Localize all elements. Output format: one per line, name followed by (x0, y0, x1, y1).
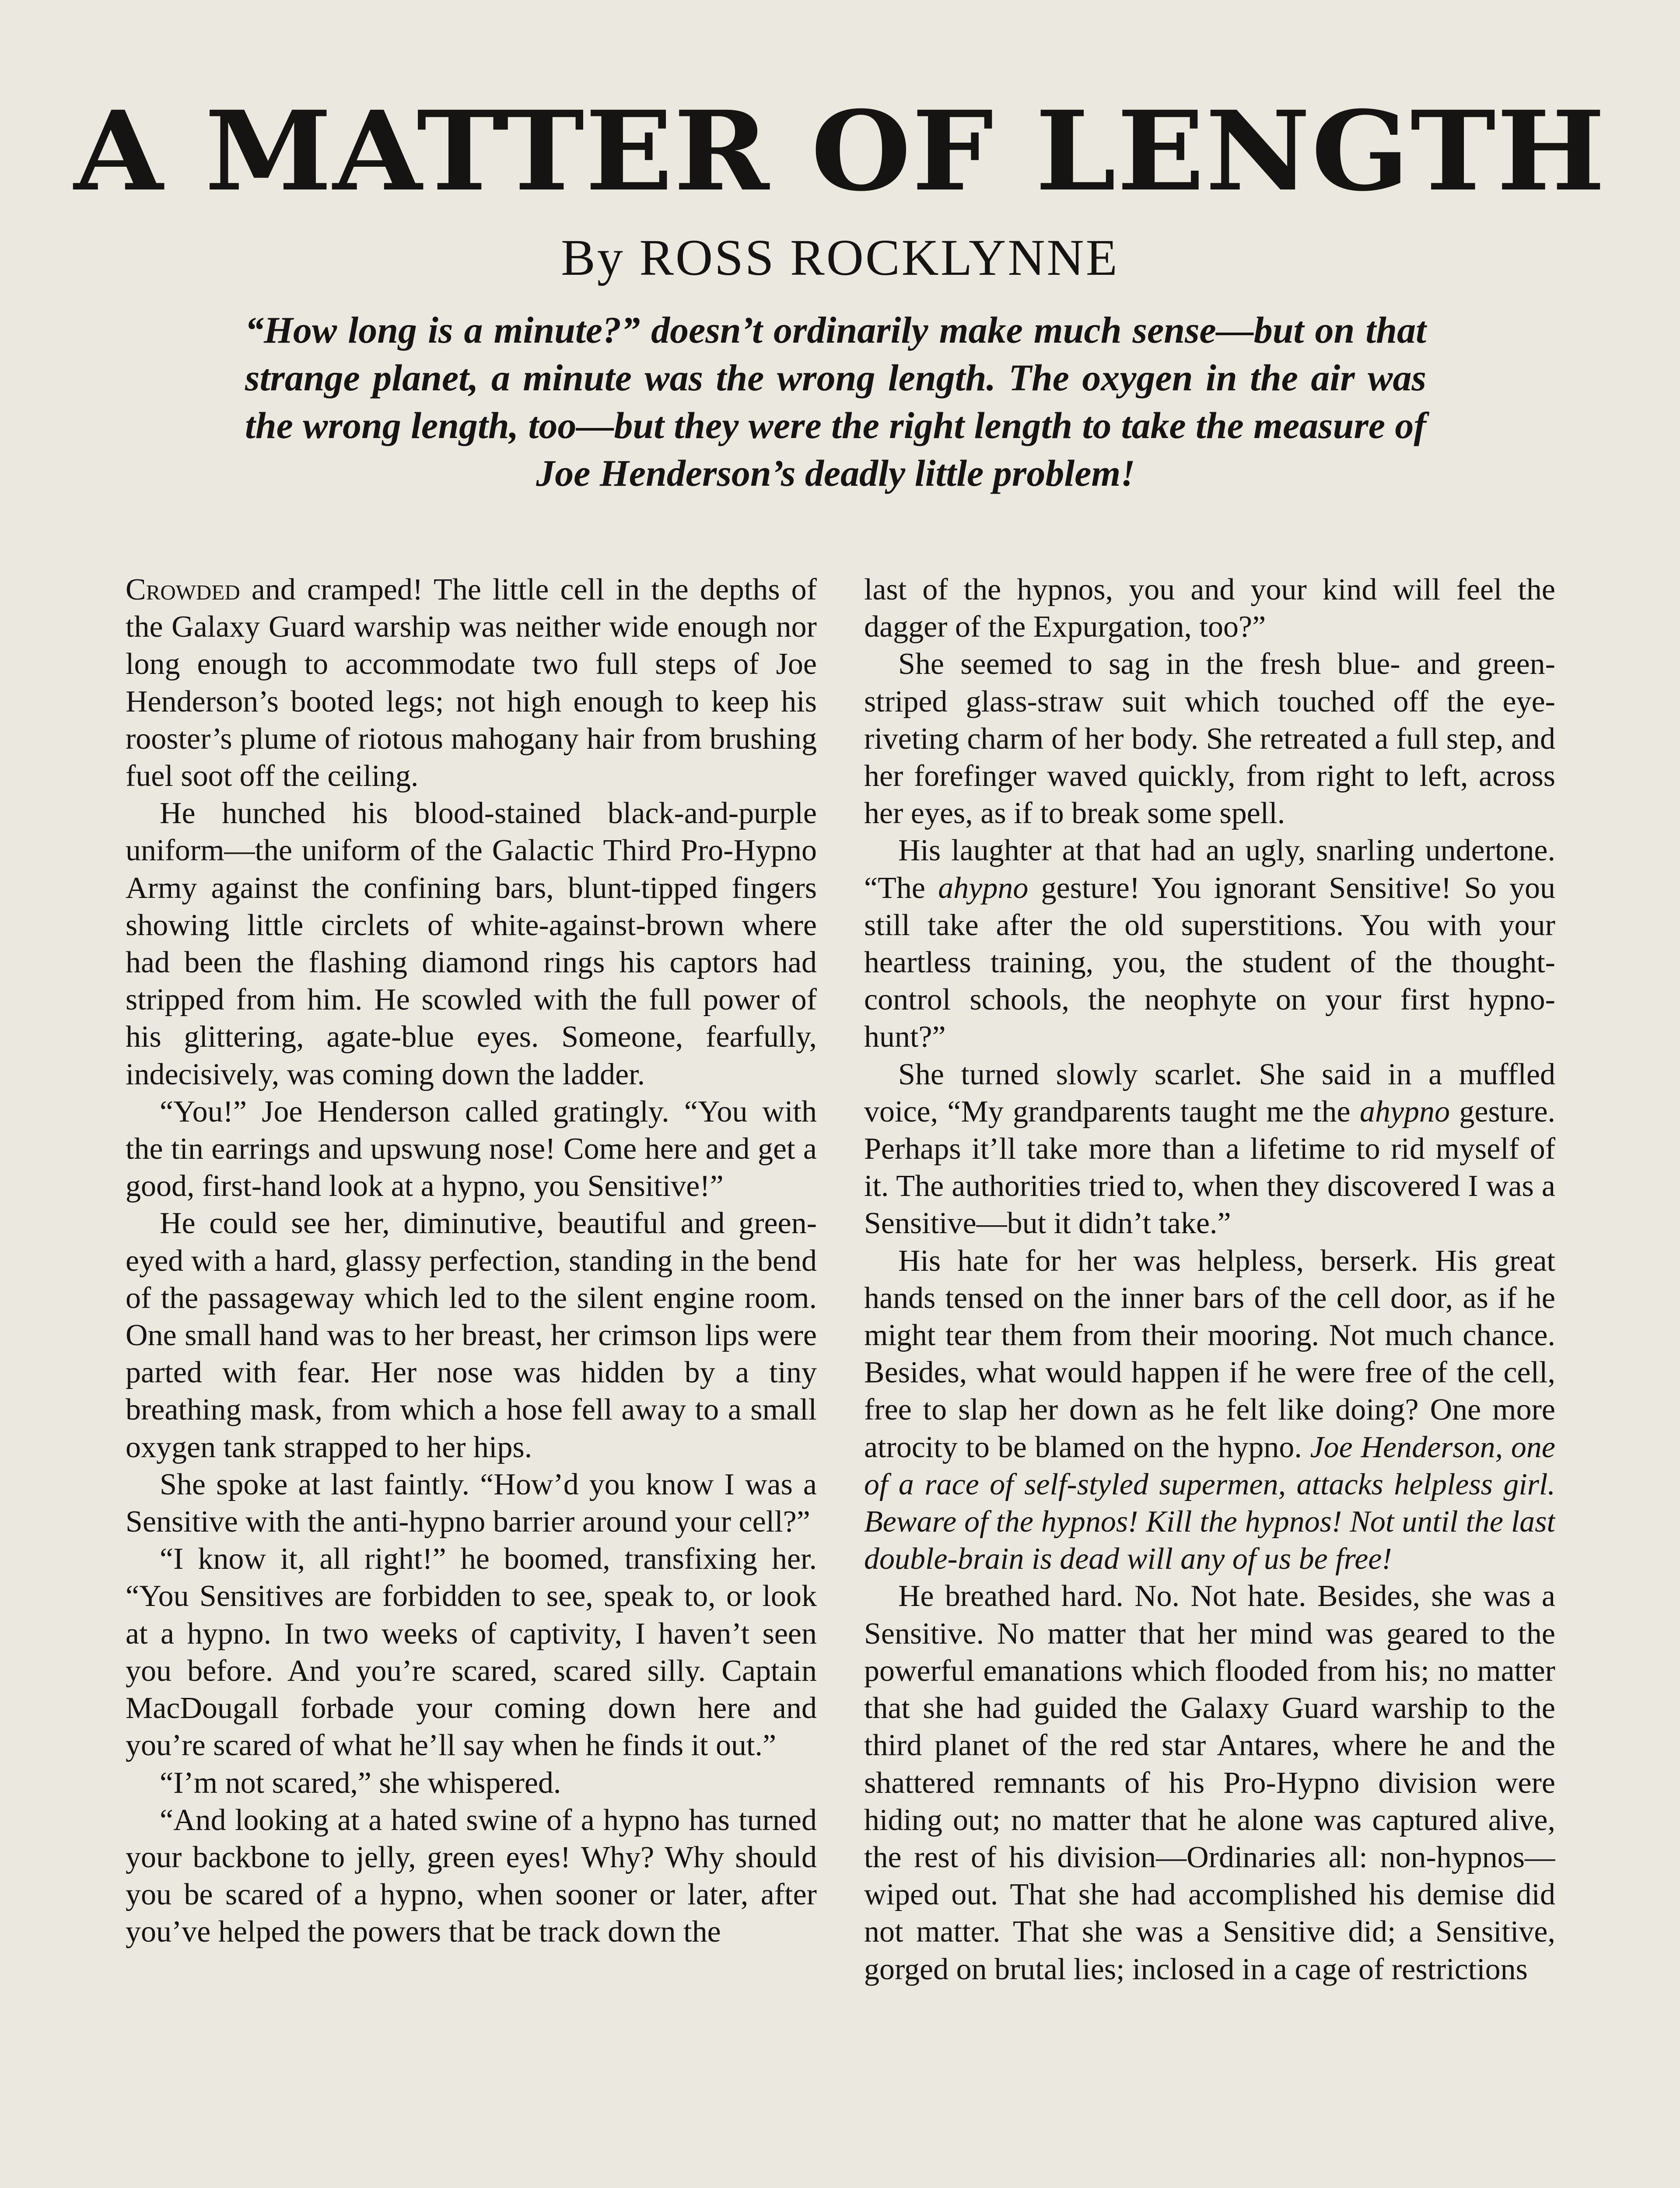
story-title: A MATTER OF LENGTH (74, 87, 1606, 215)
paragraph (864, 832, 1555, 1055)
paragraph: “I know it, all right!” he boomed, transfixing her. “You Sensitives are forbidden to see, speak to, or look at a hypno. In two weeks of captivity, I haven’t seen you before. And you’re scared, scared silly. Captain MacDougall forbade your coming down here and you’re scared of what he’ll say when he finds it out.” (126, 1542, 817, 1763)
paragraph: He hunched his blood-stained black-and-purple uniform—the uniform of the Galactic Third Pro-Hypno Army against the confining bars, blunt-tipped fingers showing little circlets of white-against-brown where had been the flashing diamond rings his captors had stripped from him. He scowled with the full power of his glittering, agate-blue eyes. Someone, fearfully, indecisively, was coming down the ladder. (126, 796, 817, 1091)
paragraph: “And looking at a hated swine of a hypno has turned your backbone to jelly, green eyes! Why? Why should you be scared of a hypno, when sooner or later, after you’ve helped the powers that be track down the (126, 1803, 817, 1949)
paragraph-text: gesture. Perhaps it’ll take more than a lifetime to rid myself of it. The authorities tried to, when they discovered I was a Sensitive—but it didn’t take.” (864, 1094, 1555, 1241)
paragraph: “I’m not scared,” she whispered. (160, 1766, 561, 1800)
emphasis-text: Joe Henderson, one of a race of self-styled supermen, attacks helpless girl. Beware of the hypnos! Kill the hypnos! Not until the last double-brain is dead will any of us be free! (864, 1430, 1555, 1576)
paragraph: She seemed to sag in the fresh blue- and green-striped glass-straw suit which touched off the eye-riveting charm of her body. She retreated a full step, and her forefinger waved quickly, from right to left, across her eyes, as if to break some spell. (864, 647, 1555, 831)
paragraph-text: gesture! You ignorant Sensitive! So you still take after the old superstitions. You with your heartless training, you, the student of the thought-control schools, the neophyte on your first hypno-hunt?” (864, 871, 1555, 1054)
left-column (126, 571, 817, 2188)
paragraph: last of the hypnos, you and your kind will feel the dagger of the Expurgation, too?” (864, 573, 1555, 644)
emphasis-text: ahypno (938, 871, 1029, 905)
paragraph (126, 571, 817, 795)
paragraph: “You!” Joe Henderson called gratingly. “You with the tin earrings and upswung nose! Come here and get a good, first-hand look at a hypno, you Sensitive!” (126, 1094, 817, 1203)
paragraph-text: His hate for her was helpless, berserk. His great hands tensed on the inner bars of the cell door, as if he might tear them from their mooring. Not much chance. Besides, what would happen if he were free of the cell, free to slap her down as he felt like doing? One more atrocity to be blamed on the hypno. (864, 1244, 1555, 1464)
paragraph (864, 1242, 1555, 1578)
paragraph: He breathed hard. No. Not hate. Besides, she was a Sensitive. No matter that her mind was geared to the powerful emanations which flooded from his; no matter that she had guided the Galaxy Guard warship to the third planet of the red star Antares, where he and the shattered remnants of his Pro-Hypno division were hiding out; no matter that he alone was captured alive, the rest of his division—Ordinaries all: non-hypnos—wiped out. That she had accomplished his demise did not matter. That she was a Sensitive did; a Sensitive, gorged on brutal lies; inclosed in a cage of restrictions (864, 1579, 1555, 1986)
paragraph-text: His laughter at that had an ugly, snarling undertone. “The (864, 834, 1555, 905)
emphasis-text: ahypno (1359, 1094, 1450, 1129)
paragraph: She spoke at last faintly. “How’d you know I was a Sensitive with the anti-hypno barrier around your cell?” (126, 1467, 817, 1539)
paragraph-text: She turned slowly scarlet. She said in a muffled voice, “My grandparents taught me the (864, 1057, 1555, 1129)
paragraph (864, 1056, 1555, 1242)
right-column (864, 571, 1555, 2188)
paragraph: He could see her, diminutive, beautiful and green-eyed with a hard, glassy perfection, standing in the bend of the passageway which led to the silent engine room. One small hand was to her breast, her crimson lips were parted with fear. Her nose was hidden by a tiny breathing mask, from which a hose fell away to a small oxygen tank strapped to her hips. (126, 1206, 817, 1464)
story-byline: By ROSS ROCKLYNNE (561, 229, 1119, 286)
drop-lead-word: Crowded (126, 573, 240, 607)
story-blurb: “How long is a minute?” doesn’t ordinarily make much sense—but on that strange planet, a minute was the wrong length. The oxygen in the air was the wrong length, too—but they were the right length to take the measure of Joe Henderson’s deadly little problem! (245, 309, 1426, 494)
paragraph-text: and cramped! The little cell in the depths of the Galaxy Guard warship was neither wide enough nor long enough to accommodate two full steps of Joe Henderson’s booted legs; not high enough to keep his rooster’s plume of riotous mahogany hair from brushing fuel soot off the ceiling. (126, 573, 817, 793)
